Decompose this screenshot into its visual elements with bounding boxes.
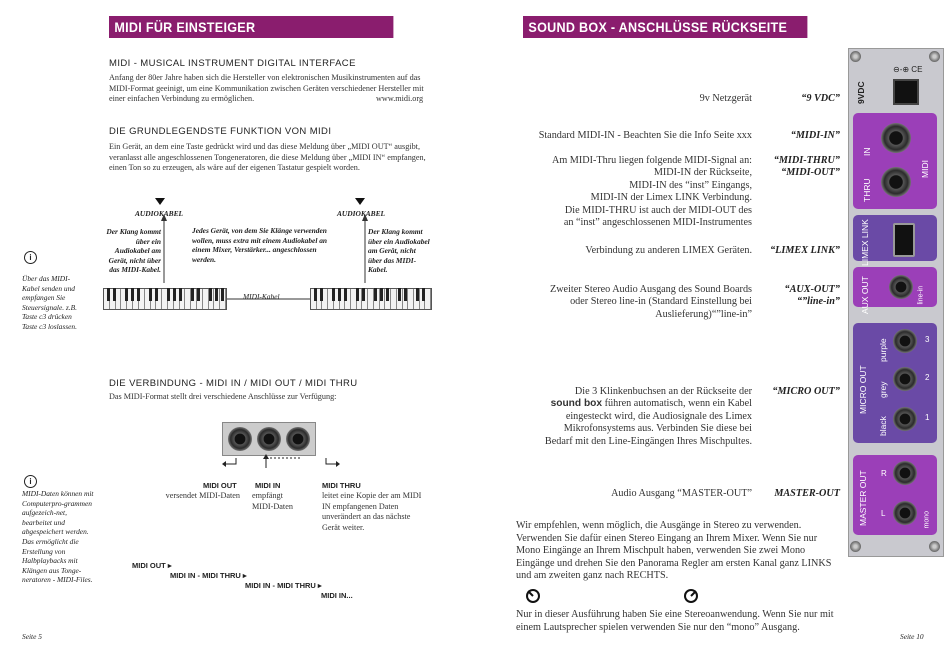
midi-thru-jack[interactable]: [881, 167, 911, 197]
limex-hdmi-port[interactable]: [893, 223, 915, 257]
info-note-1: Über das MIDI-Kabel senden und empfangen Sie Steuersignale. z.B. Taste c3 drücken Taste c3 loslassen.: [22, 274, 78, 331]
info-icon-1: i: [24, 251, 37, 264]
master-out-text: Audio Ausgang “MASTER-OUT”: [611, 488, 752, 499]
midi-block-label: MIDI: [920, 160, 930, 178]
knob-left-icon: [525, 588, 541, 604]
midi-paragraph: Anfang der 80er Jahre haben sich die Hersteller von elektronischen Musikinstrumenten auf das MIDI-Format geeinigt, um eine Kommunikation zwischen Geräten verschiedener Hersteller mit einer einfachen Verbindung zu ermöglichen.: [109, 73, 424, 103]
chain-step-1: MIDI OUT ▸: [132, 561, 172, 570]
micro-out-text: Die 3 Klinkenbuchsen an der Rückseite der sound box führen automatisch, wenn ein Kabel eingesteckt wird, die Audiosignale des Limex Mikrofonsystems aus. Verbinden Sie diese bei Bedarf mit den Line-Eingängen Ihres Mischpultes.: [544, 386, 752, 447]
aux-out-label: “AUX-OUT”: [784, 284, 840, 295]
midi-kabel-label: MIDI-Kabel: [243, 292, 280, 301]
midi-in-text: Standard MIDI-IN - Beachten Sie die Info Seite xxx: [538, 130, 752, 141]
midi-port-thru: [286, 427, 310, 451]
master-out-block: [853, 455, 937, 535]
micro-grey-label: grey: [878, 381, 888, 398]
screw-icon: [850, 541, 861, 552]
midi-port-strip: [222, 422, 316, 456]
midi-title: MIDI - MUSICAL INSTRUMENT DIGITAL INTERFACE: [109, 58, 356, 69]
master-r-label: R: [881, 469, 887, 478]
master-out-port-label: MASTER OUT: [858, 470, 868, 526]
ce-mark: ⊖-⊕ CE: [893, 65, 923, 74]
midi-url[interactable]: www.midi.org: [376, 94, 424, 103]
function-paragraph: Ein Gerät, an dem eine Taste gedrückt wird und das diese Meldung über „MIDI OUT“ ausgibt, veranlasst alle angeschlossenen Tongeneratoren, die diese Meldung über „MIDI IN“ empfangen, einen Ton so zu erzeugen, als wäre auf der eigenen Tastatur gespielt worden.: [109, 142, 426, 172]
chain-step-3: MIDI IN - MIDI THRU ▸: [245, 581, 322, 590]
klang-note-left: Der Klang kommt über ein Audiokabel am Gerät, nicht über das MIDI-Kabel.: [106, 227, 161, 275]
port-arrows: [222, 454, 342, 470]
micro-num-1: 1: [925, 413, 930, 422]
limex-label: “LIMEX LINK”: [770, 245, 840, 256]
midi-in-port-label: IN: [862, 147, 872, 156]
page-number-left: Seite 5: [22, 632, 42, 641]
micro-jack-3[interactable]: [893, 329, 917, 353]
midi-out-label: “MIDI-OUT”: [781, 167, 840, 178]
midi-out-desc: versendet MIDI-Daten: [165, 491, 240, 500]
mono-paragraph: Nur in dieser Ausführung haben Sie eine Stereoanwendung. Wenn Sie nur mit einem Lautsprecher spielen verwenden Sie nur den “mono” Ausgang.: [516, 609, 834, 633]
page-number-right: Seite 10: [900, 632, 924, 641]
midi-in-jack[interactable]: [881, 123, 911, 153]
master-l-label: L: [881, 509, 886, 518]
screw-icon: [929, 51, 940, 62]
midi-port-in: [257, 427, 281, 451]
connection-paragraph: Das MIDI-Format stellt drei verschiedene Anschlüsse zur Verfügung:: [109, 392, 337, 401]
micro-jack-2[interactable]: [893, 367, 917, 391]
midi-block: [853, 113, 937, 209]
midi-in-desc: empfängt MIDI-Daten: [252, 491, 293, 511]
midi-thru-title: MIDI THRU: [322, 481, 361, 490]
vdc-text: 9v Netzgerät: [699, 93, 752, 104]
connection-title: DIE VERBINDUNG - MIDI IN / MIDI OUT / MIDI THRU: [109, 378, 358, 389]
micro-num-2: 2: [925, 373, 930, 382]
left-header: MIDI FÜR EINSTEIGER: [109, 16, 393, 38]
midi-in-label: “MIDI-IN”: [790, 130, 840, 141]
chain-step-2: MIDI IN - MIDI THRU ▸: [170, 571, 247, 580]
line-in-port-label: line-in: [917, 285, 925, 305]
midi-thru-label: “MIDI-THRU”: [773, 155, 840, 166]
knob-right-icon: [683, 588, 699, 604]
limex-text: Verbindung zu anderen LIMEX Geräten.: [585, 245, 752, 256]
midi-in-title: MIDI IN: [255, 481, 281, 490]
aux-text: Zweiter Stereo Audio Ausgang des Sound Boards oder Stereo line-in (Standard Einstellung bei Auslieferung)“”line-in”: [549, 284, 752, 320]
function-title: DIE GRUNDLEGENDSTE FUNKTION VON MIDI: [109, 126, 332, 137]
chain-step-4: MIDI IN...: [321, 591, 353, 600]
limex-block: [853, 215, 937, 266]
line-in-label: “”line-in”: [796, 296, 840, 307]
screw-icon: [850, 51, 861, 62]
micro-num-3: 3: [925, 335, 930, 344]
mono-port-label: mono: [923, 510, 931, 529]
micro-purple-label: purple: [878, 338, 888, 362]
vdc-port-label: 9VDC: [856, 81, 866, 104]
midi-thru-port-label: THRU: [862, 178, 872, 202]
audiokabel-label-2: AUDIOKABEL: [337, 209, 386, 218]
aux-out-jack[interactable]: [889, 275, 913, 299]
micro-out-label: “MICRO OUT”: [772, 386, 840, 397]
midi-out-title: MIDI OUT: [203, 481, 237, 490]
dc-jack[interactable]: [893, 79, 919, 105]
master-l-jack[interactable]: [893, 501, 917, 525]
micro-black-label: black: [878, 416, 888, 436]
stereo-paragraph: Wir empfehlen, wenn möglich, die Ausgänge in Stereo zu verwenden. Verwenden Sie dafür einen Stereo Eingang an Ihrem Mixer. Wenn Sie nur Mono Eingänge an Ihrem Mischpult haben, verwenden Sie zwei Mono Eingänge und drehen Sie den Panorama Regler am ersten Kanal ganz LINKS und am zweiten ganz nach RECHTS.: [516, 520, 832, 582]
aux-block: [853, 267, 937, 314]
jedes-geraet-note: Jedes Gerät, von dem Sie Klänge verwenden wollen, muss extra mit einem Audiokabel an einem Mixer, Verstärker... angeschlossen werden.: [192, 226, 328, 264]
midi-thru-desc: leitet eine Kopie der am MIDI IN empfangenen Daten unverändert an das nächste Gerät weiter.: [322, 491, 422, 532]
micro-out-block: [853, 323, 937, 443]
right-header: SOUND BOX - ANSCHLÜSSE RÜCKSEITE: [523, 16, 807, 38]
midi-port-out: [228, 427, 252, 451]
midi-thru-text: Am MIDI-Thru liegen folgende MIDI-Signal an: MIDI-IN der Rückseite, MIDI-IN des “inst” Eingangs, MIDI-IN der Limex LINK Verbindung. Die MIDI-THRU ist auch der MIDI-OUT des an “inst” angeschlossenen MIDI-Instrumentes: [551, 155, 752, 229]
info-icon-2: i: [24, 475, 37, 488]
micro-jack-1[interactable]: [893, 407, 917, 431]
info-note-2: MIDI-Daten können mit Computerpro-grammen aufgezeich-net, bearbeitet und abgespeichert werden. Das ermöglicht die Erstellung von Halbplaybacks mit Klängen aus Tonge-neratoren - MIDI-Files.: [22, 489, 94, 585]
micro-out-port-label: MICRO OUT: [858, 365, 868, 414]
master-r-jack[interactable]: [893, 461, 917, 485]
master-out-label: MASTER-OUT: [774, 488, 840, 499]
aux-port-label: AUX OUT: [860, 276, 870, 314]
audiokabel-label-1: AUDIOKABEL: [135, 209, 184, 218]
device-back-panel: [848, 48, 944, 557]
vdc-label: “9 VDC”: [801, 93, 840, 104]
limex-port-label: LIMEX LINK: [860, 219, 870, 266]
klang-note-right: Der Klang kommt über ein Audiokabel am Gerät, nicht über das MIDI-Kabel.: [368, 227, 430, 275]
screw-icon: [929, 541, 940, 552]
